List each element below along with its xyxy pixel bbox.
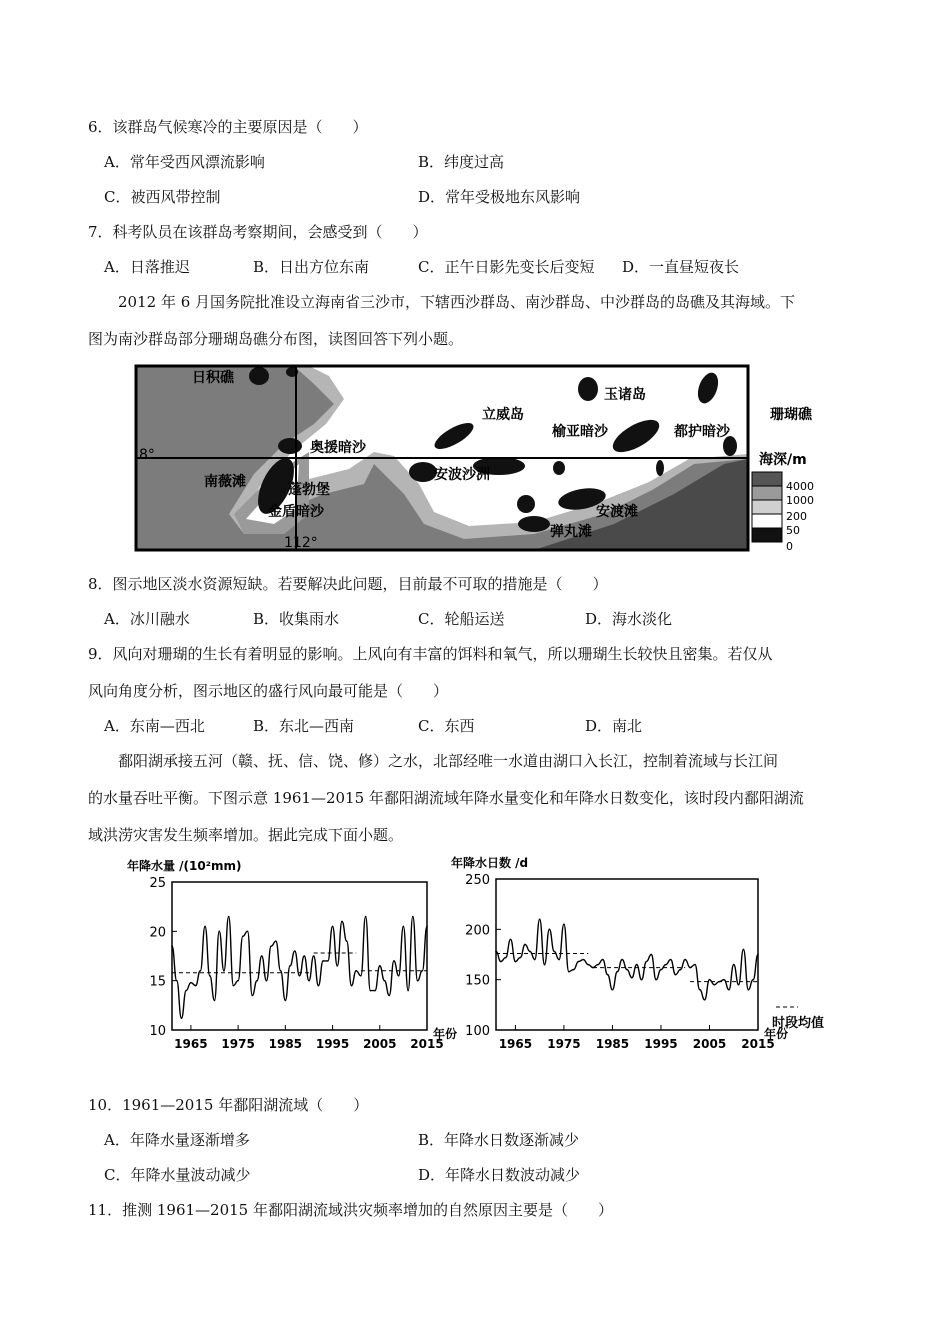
data-point <box>346 940 348 942</box>
data-point <box>723 979 725 981</box>
chart-ylabel: 年降水量 /(10²mm) <box>127 859 242 873</box>
reef-anbo <box>409 462 437 482</box>
y-tick-label: 20 <box>149 925 166 941</box>
q7-option-d: D．一直昼短夜长 <box>622 258 740 276</box>
reef-danwantan <box>518 516 550 532</box>
data-point <box>270 945 272 947</box>
map-label-yuyaanshan: 榆亚暗沙 <box>552 424 608 440</box>
data-point <box>209 975 211 977</box>
data-point <box>355 970 357 972</box>
legend-value-1000: 1000 <box>786 494 814 507</box>
q6-option-c: C．被西风带控制 <box>104 188 221 206</box>
x-tick-label: 1975 <box>221 1037 255 1051</box>
data-point <box>689 967 691 969</box>
y-tick-label: 100 <box>465 1024 490 1039</box>
data-point <box>500 961 502 963</box>
data-point <box>384 980 386 982</box>
data-point <box>709 979 711 981</box>
passage1-line1: 2012 年 6 月国务院批准设立海南省三沙市，下辖西沙群岛、南沙群岛、中沙群岛的岛礁及其海域。下 <box>118 293 796 311</box>
data-point <box>322 960 324 962</box>
data-point <box>655 979 657 981</box>
q9-stem-line1: 9．风向对珊瑚的生长有着明显的影响。上风向有丰富的饵料和氧气，所以珊瑚生长较快且密集。若仅从 <box>88 645 773 663</box>
data-point <box>365 916 367 918</box>
chart-xlabel: 年份 <box>764 1027 789 1041</box>
nansha-reef-map <box>134 364 817 552</box>
data-point <box>228 916 230 918</box>
y-tick-label: 10 <box>149 1024 166 1039</box>
passage2-line3: 域洪涝灾害发生频率增加。据此完成下面小题。 <box>88 826 404 844</box>
y-tick-label: 15 <box>149 974 166 990</box>
chart-xlabel: 年份 <box>433 1027 458 1041</box>
x-tick-label: 2015 <box>741 1037 775 1051</box>
data-point <box>578 961 580 963</box>
data-point <box>181 1017 183 1019</box>
x-tick-label: 2015 <box>410 1037 444 1051</box>
q9-option-b: B．东北—西南 <box>253 717 355 735</box>
data-point <box>583 959 585 961</box>
q10-option-d: D．年降水日数波动减少 <box>418 1166 581 1184</box>
data-point <box>515 961 517 963</box>
data-point <box>631 977 633 979</box>
data-point <box>626 969 628 971</box>
data-point <box>412 916 414 918</box>
map-label-shanhujiao: 珊瑚礁 <box>770 407 812 423</box>
q9-option-a: A．东南—西北 <box>104 717 205 735</box>
data-point <box>185 990 187 992</box>
data-point <box>621 959 623 961</box>
data-point <box>757 954 759 956</box>
data-point <box>327 960 329 962</box>
q7-stem: 7．科考队员在该群岛考察期间，会感受到（ ） <box>88 223 428 241</box>
data-point <box>752 979 754 981</box>
legend-swatch-200 <box>752 500 782 514</box>
data-point <box>573 969 575 971</box>
series-line <box>172 917 427 1019</box>
data-point <box>256 980 258 982</box>
map-label-andutan: 安渡滩 <box>596 504 638 520</box>
data-point <box>524 944 526 946</box>
data-point <box>539 918 541 920</box>
x-tick-label: 2005 <box>692 1037 727 1051</box>
x-tick-label: 1985 <box>268 1037 303 1051</box>
data-point <box>299 975 301 977</box>
map-svg <box>134 364 817 552</box>
q10-option-a: A．年降水量逐渐增多 <box>104 1131 250 1149</box>
data-point <box>251 995 253 997</box>
data-point <box>351 985 353 987</box>
legend-label: 时段均值 <box>772 1016 825 1031</box>
x-tick-label: 1985 <box>595 1037 630 1051</box>
data-point <box>665 964 667 966</box>
data-point <box>341 921 343 923</box>
chart-frame <box>496 879 758 1030</box>
y-tick-label: 150 <box>465 973 490 989</box>
data-point <box>607 974 609 976</box>
map-label-anboshazhou: 安波沙洲 <box>434 467 490 483</box>
x-tick-label: 1995 <box>315 1037 350 1051</box>
data-point <box>421 970 423 972</box>
map-label-danwantan: 弹丸滩 <box>550 524 592 540</box>
data-point <box>544 964 546 966</box>
data-point <box>261 955 263 957</box>
data-point <box>190 982 192 984</box>
data-point <box>519 957 521 959</box>
data-point <box>204 926 206 928</box>
legend-value-50: 50 <box>786 524 800 537</box>
map-label-112deg: 112° <box>284 535 318 551</box>
data-point <box>218 931 220 933</box>
chart-ylabel: 年降水日数 /d <box>451 856 529 870</box>
reef-small-2 <box>553 461 565 475</box>
data-point <box>505 957 507 959</box>
data-point <box>280 970 282 972</box>
q10-stem: 10．1961—2015 年鄱阳湖流域（ ） <box>88 1096 369 1114</box>
passage2-line2: 的水量吞吐平衡。下图示意 1961—2015 年鄱阳湖流域年降水量变化和年降水日数变化，该时段内鄱阳湖流 <box>88 789 804 807</box>
data-point <box>534 959 536 961</box>
data-point <box>426 926 428 928</box>
q10-option-b: B．年降水日数逐渐减少 <box>418 1131 580 1149</box>
data-point <box>510 939 512 941</box>
map-label-liweidao: 立威岛 <box>482 407 524 423</box>
q9-stem-line2: 风向角度分析，图示地区的盛行风向最可能是（ ） <box>88 682 449 700</box>
data-point <box>747 989 749 991</box>
data-point <box>393 960 395 962</box>
map-label-rijijiao: 日积礁 <box>192 370 234 386</box>
data-point <box>587 964 589 966</box>
reef-rijijiao <box>249 367 269 385</box>
data-point <box>242 935 244 937</box>
y-tick-label: 25 <box>149 876 166 891</box>
data-point <box>684 959 686 961</box>
data-point <box>223 970 225 972</box>
q10-option-c: C．年降水量波动减少 <box>104 1166 251 1184</box>
legend-swatch-4000 <box>752 472 782 486</box>
legend-swatch-50 <box>752 514 782 528</box>
q8-option-c: C．轮船运送 <box>418 610 505 628</box>
data-point <box>275 940 277 942</box>
data-point <box>370 990 372 992</box>
data-point <box>195 985 197 987</box>
passage1-line2: 图为南沙群岛部分珊瑚岛礁分布图，读图回答下列小题。 <box>88 330 464 348</box>
q7-option-b: B．日出方位东南 <box>253 258 370 276</box>
legend-swatch-0 <box>752 528 782 542</box>
data-point <box>379 965 381 967</box>
data-point <box>214 1000 216 1002</box>
q8-option-a: A．冰川融水 <box>104 610 190 628</box>
q8-option-d: D．海水淡化 <box>585 610 673 628</box>
data-point <box>704 999 706 1001</box>
q6-option-d: D．常年受极地东风影响 <box>418 188 581 206</box>
data-point <box>374 990 376 992</box>
q8-stem: 8．图示地区淡水资源短缺。若要解决此问题，目前最不可取的措施是（ ） <box>88 575 608 593</box>
data-point <box>738 984 740 986</box>
map-label-nanweitan: 南薇滩 <box>204 474 246 490</box>
data-point <box>641 979 643 981</box>
data-point <box>675 974 677 976</box>
y-tick-label: 250 <box>465 873 490 888</box>
data-point <box>646 961 648 963</box>
chart-frame <box>172 882 427 1030</box>
data-point <box>728 989 730 991</box>
q9-option-d: D．南北 <box>585 717 643 735</box>
data-point <box>743 949 745 951</box>
map-legend <box>752 451 814 552</box>
data-point <box>597 964 599 966</box>
data-point <box>694 964 696 966</box>
data-point <box>318 985 320 987</box>
q6-stem: 6．该群岛气候寒冷的主要原因是（ ） <box>88 118 368 136</box>
y-tick-label: 200 <box>465 923 490 939</box>
passage2-line1: 鄱阳湖承接五河（赣、抚、信、饶、修）之水，北部经唯一水道由湖口入长江，控制着流域与长江间 <box>118 752 779 770</box>
data-point <box>388 995 390 997</box>
reef-small-3 <box>656 460 664 476</box>
data-point <box>237 980 239 982</box>
data-point <box>417 980 419 982</box>
reef-aoyuananshan <box>278 438 302 454</box>
x-tick-label: 1975 <box>547 1037 581 1051</box>
q9-option-c: C．东西 <box>418 717 475 735</box>
data-point <box>680 969 682 971</box>
map-legend-title: 海深/m <box>759 452 807 468</box>
data-point <box>266 980 268 982</box>
data-point <box>398 975 400 977</box>
map-label-yuzhudao: 玉诸岛 <box>604 387 646 403</box>
data-point <box>308 980 310 982</box>
precipitation-chart-svg <box>120 852 480 1052</box>
data-point <box>313 955 315 957</box>
data-point <box>303 955 305 957</box>
data-point <box>360 975 362 977</box>
data-point <box>568 971 570 973</box>
data-point <box>332 926 334 928</box>
x-tick-label: 1965 <box>498 1037 533 1051</box>
reef-small-4 <box>517 495 535 513</box>
data-point <box>602 959 604 961</box>
data-point <box>733 964 735 966</box>
data-point <box>670 959 672 961</box>
rain-days-chart-svg <box>450 852 850 1052</box>
data-point <box>285 1000 287 1002</box>
x-tick-label: 1965 <box>174 1037 208 1051</box>
data-point <box>558 959 560 961</box>
x-tick-label: 2005 <box>363 1037 397 1051</box>
data-point <box>289 965 291 967</box>
q7-option-a: A．日落推迟 <box>104 258 190 276</box>
precipitation-chart <box>120 852 480 1052</box>
data-point <box>660 969 662 971</box>
data-point <box>714 984 716 986</box>
data-point <box>636 964 638 966</box>
data-point <box>650 954 652 956</box>
data-point <box>699 989 701 991</box>
q7-option-c: C．正午日影先变长后变短 <box>418 258 595 276</box>
data-point <box>294 950 296 952</box>
data-point <box>403 926 405 928</box>
q11-stem: 11．推测 1961—2015 年鄱阳湖流域洪灾频率增加的自然原因主要是（ ） <box>88 1201 613 1219</box>
map-label-pengbobao: 蓬勃堡 <box>288 482 330 498</box>
data-point <box>616 971 618 973</box>
data-point <box>553 951 555 953</box>
data-point <box>336 965 338 967</box>
map-label-aoyuananshan: 奥援暗沙 <box>310 440 366 456</box>
data-point <box>233 985 235 987</box>
rain-days-chart <box>450 852 850 1052</box>
data-point <box>563 924 565 926</box>
x-tick-label: 1995 <box>644 1037 678 1051</box>
data-point <box>612 989 614 991</box>
q6-option-a: A．常年受西风漂流影响 <box>104 153 265 171</box>
map-label-jindunanshan: 金盾暗沙 <box>268 504 324 520</box>
data-point <box>495 951 497 953</box>
map-label-8deg: 8° <box>139 447 155 463</box>
data-point <box>529 951 531 953</box>
reef-yuzhudao <box>578 377 598 401</box>
q8-option-b: B．收集雨水 <box>253 610 340 628</box>
q6-option-b: B．纬度过高 <box>418 153 505 171</box>
data-point <box>247 931 249 933</box>
data-point <box>407 990 409 992</box>
data-point <box>171 945 173 947</box>
legend-swatch-1000 <box>752 486 782 500</box>
legend-value-200: 200 <box>786 510 807 523</box>
legend-value-0: 0 <box>786 540 793 552</box>
map-label-duhuanshan: 都护暗沙 <box>674 424 730 440</box>
data-point <box>176 980 178 982</box>
data-point <box>200 970 202 972</box>
data-point <box>549 929 551 931</box>
legend-value-4000: 4000 <box>786 480 814 493</box>
